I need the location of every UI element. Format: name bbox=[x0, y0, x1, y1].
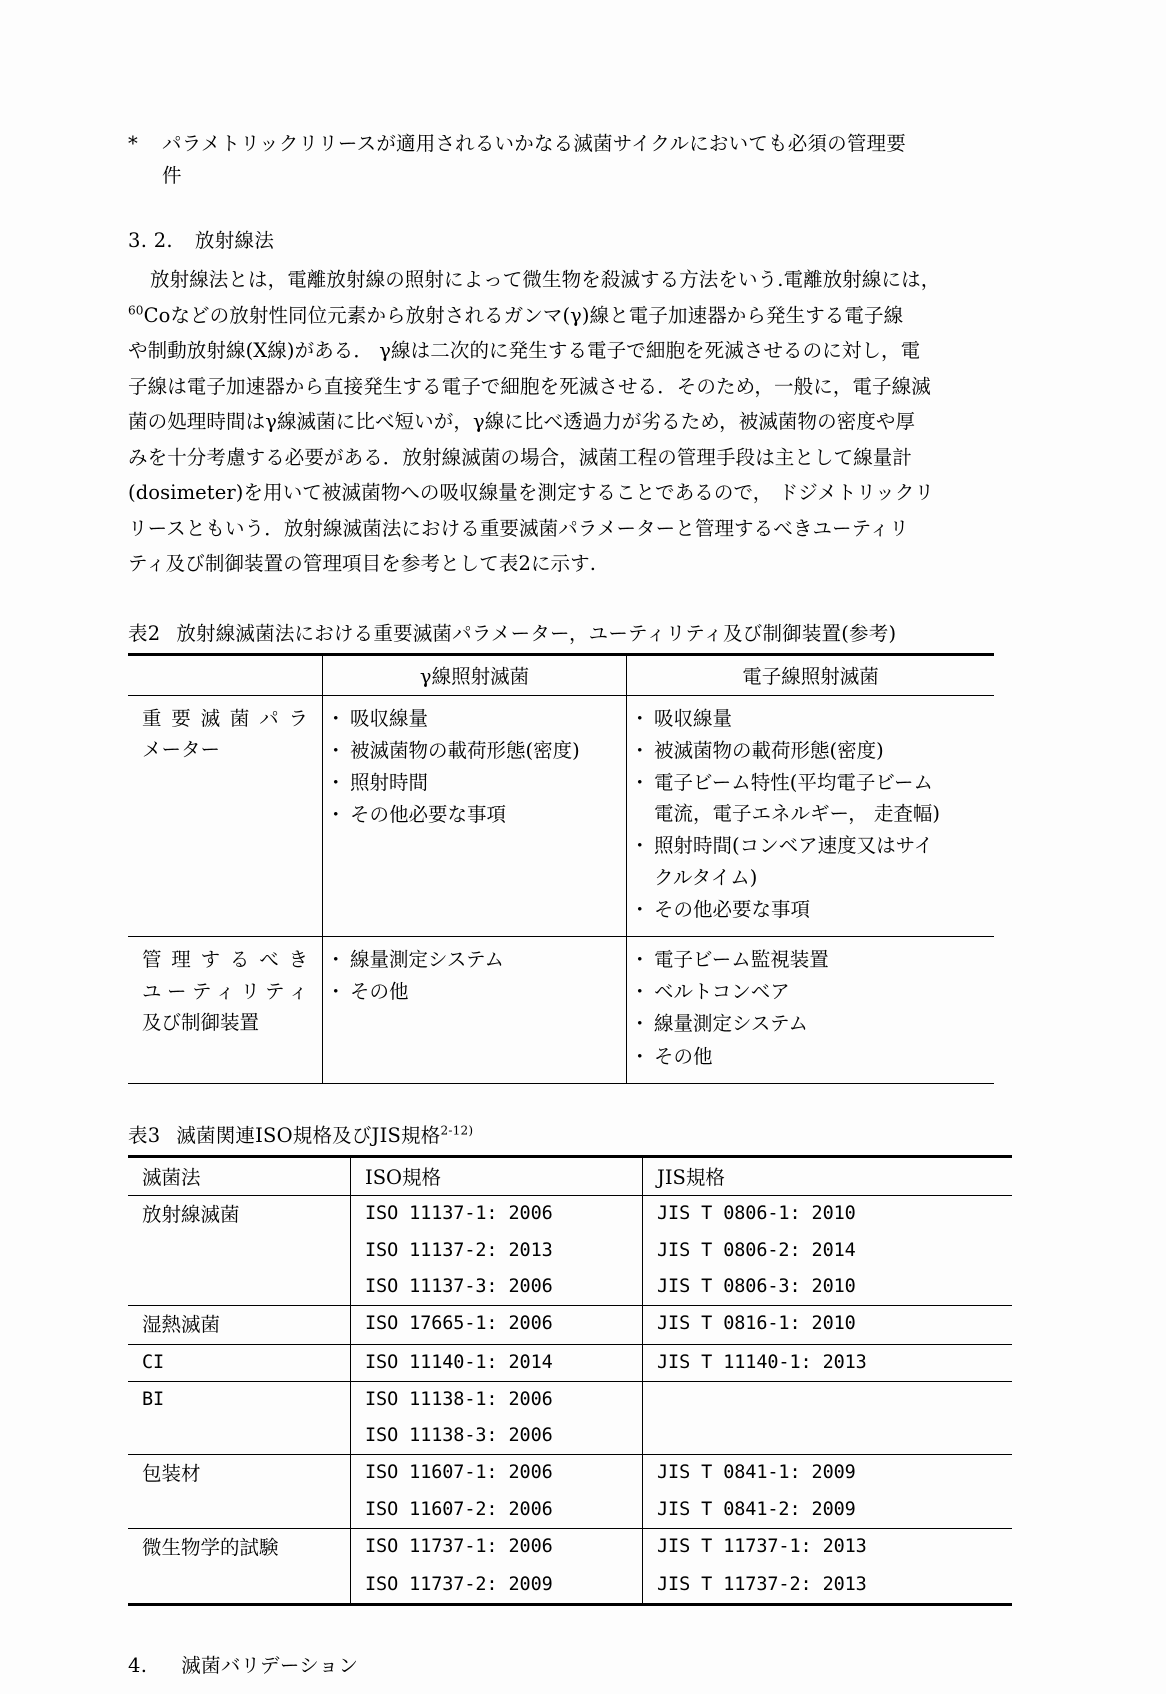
paragraph-line-9: ティ及び制御装置の管理項目を参考として表2に示す. bbox=[128, 552, 597, 576]
table3-jis: JIS T 0806-3: 2010 bbox=[643, 1269, 1013, 1305]
table-row bbox=[128, 1269, 1012, 1305]
table2-row2-label-line2: ユーティリティ bbox=[142, 979, 308, 1003]
table-row bbox=[128, 937, 994, 1084]
table2-row2-label bbox=[128, 937, 323, 1084]
table2-header bbox=[128, 654, 994, 695]
list-item: ・ その他 bbox=[328, 976, 621, 1007]
table3-iso: ISO 11138-1: 2006 bbox=[351, 1381, 643, 1417]
table2-row1-gamma bbox=[323, 695, 627, 936]
table3-caption-number: 表3 bbox=[128, 1123, 161, 1147]
table3-jis: JIS T 0841-1: 2009 bbox=[657, 1461, 856, 1483]
table2-row1-label-line1: 重要滅菌パラ bbox=[142, 706, 308, 730]
table3-method bbox=[128, 1418, 351, 1454]
list-item-text: 照射時間(コンベア速度又はサイ bbox=[654, 834, 934, 858]
table3-method bbox=[128, 1567, 351, 1604]
section-heading-4 bbox=[128, 1650, 968, 1678]
list-item: ・ 電子ビーム監視装置 bbox=[632, 944, 989, 975]
table-row bbox=[128, 1344, 1012, 1381]
table-row bbox=[128, 1306, 1012, 1345]
table3-method bbox=[128, 1233, 351, 1269]
list-item: ・ 照射時間 bbox=[328, 767, 621, 798]
table3-caption-reference: 2-12) bbox=[440, 1123, 474, 1138]
table-row bbox=[128, 1454, 1012, 1492]
table3-caption bbox=[128, 1120, 968, 1148]
paragraph-line-8: リースともいう．放射線滅菌法における重要滅菌パラメーターと管理するべきユーティリ bbox=[128, 516, 909, 540]
table2-row2-gamma-list bbox=[328, 944, 621, 1007]
table3-body bbox=[128, 1195, 1012, 1604]
table3-jis: JIS T 0806-1: 2010 bbox=[657, 1202, 856, 1224]
table3-jis: JIS T 0816-1: 2010 bbox=[643, 1306, 1013, 1345]
table3-iso: ISO 17665-1: 2006 bbox=[351, 1306, 643, 1345]
paragraph-line-1: 放射線法とは，電離放射線の照射によって微生物を殺滅する方法をいう.電離放射線には， bbox=[150, 268, 941, 292]
table3-iso: ISO 11138-3: 2006 bbox=[351, 1418, 643, 1454]
paragraph-line-3: や制動放射線(X線)がある． γ線は二次的に発生する電子で細胞を死滅させるのに対し，電 bbox=[128, 339, 921, 363]
table3-iso: ISO 11607-1: 2006 bbox=[351, 1454, 643, 1492]
list-item-continuation: 電流，電子エネルギー， 走査幅) bbox=[654, 802, 941, 826]
table3-jis: JIS T 11140-1: 2013 bbox=[643, 1344, 1013, 1381]
table3-header bbox=[128, 1156, 1012, 1195]
table2-row2-ebeam-list bbox=[632, 944, 989, 1072]
section-title: 放射線法 bbox=[194, 229, 275, 253]
table3-header-method: 滅菌法 bbox=[128, 1156, 351, 1195]
table3-iso: ISO 11737-2: 2009 bbox=[351, 1567, 643, 1604]
list-item: ・ 被滅菌物の載荷形態(密度) bbox=[328, 735, 621, 766]
table3-header-row bbox=[128, 1156, 1012, 1195]
footnote-marker: * bbox=[128, 132, 138, 155]
table3-jis: JIS T 0841-2: 2009 bbox=[643, 1492, 1013, 1528]
table3-iso: ISO 11607-2: 2006 bbox=[351, 1492, 643, 1528]
list-item: ・ 被滅菌物の載荷形態(密度) bbox=[632, 735, 989, 766]
paragraph-line-4: 子線は電子加速器から直接発生する電子で細胞を死滅させる．そのため，一般に，電子線滅 bbox=[128, 374, 931, 398]
table-row bbox=[128, 1492, 1012, 1528]
table2-header-cell-gamma: γ線照射滅菌 bbox=[323, 654, 627, 695]
table3-method: 微生物学的試験 bbox=[128, 1529, 351, 1567]
paragraph-line-7: (dosimeter)を用いて被滅菌物への吸収線量を測定することであるので， ドジメトリックリ bbox=[128, 481, 935, 505]
section4-number: 4. bbox=[128, 1653, 148, 1677]
table2-header-cell-ebeam: 電子線照射滅菌 bbox=[627, 654, 995, 695]
table-row bbox=[128, 1381, 1012, 1417]
table3 bbox=[128, 1155, 1012, 1606]
table2-row2-label-line1: 管理するべき bbox=[142, 948, 308, 972]
list-item bbox=[632, 830, 989, 892]
table2-row2-ebeam bbox=[627, 937, 995, 1084]
table3-method bbox=[128, 1269, 351, 1305]
table3-iso: ISO 11737-1: 2006 bbox=[351, 1529, 643, 1567]
list-item: ・ 線量測定システム bbox=[632, 1008, 989, 1039]
paragraph-line-5: 菌の処理時間はγ線滅菌に比べ短いが，γ線に比べ透過力が劣るため，被滅菌物の密度や厚 bbox=[128, 410, 916, 434]
list-item: ・ 線量測定システム bbox=[328, 944, 621, 975]
table-row bbox=[128, 1529, 1012, 1567]
table3-iso: ISO 11137-3: 2006 bbox=[351, 1269, 643, 1305]
list-item bbox=[632, 767, 989, 829]
list-item-continuation: クルタイム) bbox=[654, 865, 758, 889]
isotope-superscript: 60 bbox=[128, 303, 144, 318]
table2-caption bbox=[128, 618, 968, 646]
list-item: ・ 吸収線量 bbox=[632, 703, 989, 734]
table-row bbox=[128, 1567, 1012, 1604]
table3-method: 包装材 bbox=[128, 1454, 351, 1492]
footnote-text-line-2: 件 bbox=[162, 163, 182, 187]
table2-row1-ebeam bbox=[627, 695, 995, 936]
table2-header-cell-0 bbox=[128, 654, 323, 695]
table3-method: 放射線滅菌 bbox=[128, 1195, 351, 1233]
section-number: 3. 2. bbox=[128, 229, 173, 253]
table3-method: BI bbox=[128, 1381, 351, 1417]
table3-jis bbox=[643, 1418, 1013, 1454]
list-item: ・ その他 bbox=[632, 1041, 989, 1072]
table2-row1-label bbox=[128, 695, 323, 936]
table2-row1-ebeam-list bbox=[632, 703, 989, 925]
table3-iso: ISO 11137-1: 2006 bbox=[351, 1195, 643, 1233]
table2-header-row bbox=[128, 654, 994, 695]
table3-header-iso: ISO規格 bbox=[351, 1156, 643, 1195]
body-paragraph bbox=[128, 262, 968, 581]
table3-jis: JIS T 0806-2: 2014 bbox=[657, 1240, 856, 1262]
table-row bbox=[128, 1233, 1012, 1269]
section-heading-3-2 bbox=[128, 225, 968, 256]
table3-iso: ISO 11140-1: 2014 bbox=[351, 1344, 643, 1381]
table2-row2-gamma bbox=[323, 937, 627, 1084]
table2-body bbox=[128, 695, 994, 1083]
table3-header-jis: JIS規格 bbox=[643, 1156, 1013, 1195]
table-row bbox=[128, 695, 994, 936]
table3-iso: ISO 11137-2: 2013 bbox=[351, 1233, 643, 1269]
table-row bbox=[128, 1418, 1012, 1454]
table-row bbox=[128, 1195, 1012, 1233]
page-content bbox=[128, 128, 968, 1678]
table3-jis: JIS T 11737-1: 2013 bbox=[657, 1536, 867, 1558]
list-item: ・ 吸収線量 bbox=[328, 703, 621, 734]
list-item-text: 電子ビーム特性(平均電子ビーム bbox=[654, 771, 934, 795]
list-item: ・ その他必要な事項 bbox=[632, 894, 989, 925]
table2 bbox=[128, 653, 994, 1084]
table3-jis: JIS T 11737-2: 2013 bbox=[643, 1567, 1013, 1604]
table2-row1-gamma-list bbox=[328, 703, 621, 831]
table3-caption-text: 滅菌関連ISO規格及びJIS規格 bbox=[176, 1123, 441, 1147]
table2-row2-label-line3: 及び制御装置 bbox=[142, 1011, 260, 1035]
list-item: ・ ベルトコンベア bbox=[632, 976, 989, 1007]
table2-row1-label-line2: メーター bbox=[142, 738, 221, 762]
footnote-block bbox=[128, 128, 968, 191]
paragraph-line-6: みを十分考慮する必要がある．放射線滅菌の場合，滅菌工程の管理手段は主として線量計 bbox=[128, 445, 913, 469]
table2-caption-number: 表2 bbox=[128, 621, 161, 645]
table2-caption-text: 放射線滅菌法における重要滅菌パラメーター，ユーティリティ及び制御装置(参考) bbox=[176, 621, 897, 645]
table3-method: CI bbox=[128, 1344, 351, 1381]
table3-method bbox=[128, 1492, 351, 1528]
list-item: ・ その他必要な事項 bbox=[328, 799, 621, 830]
table3-jis bbox=[643, 1381, 1013, 1417]
table3-method: 湿熱滅菌 bbox=[128, 1306, 351, 1345]
paragraph-line-2: Coなどの放射性同位元素から放射されるガンマ(γ)線と電子加速器から発生する電子線 bbox=[143, 303, 904, 327]
section4-title: 滅菌バリデーション bbox=[181, 1653, 359, 1677]
footnote-text-line-1: パラメトリックリリースが適用されるいかなる滅菌サイクルにおいても必須の管理要 bbox=[162, 132, 906, 155]
